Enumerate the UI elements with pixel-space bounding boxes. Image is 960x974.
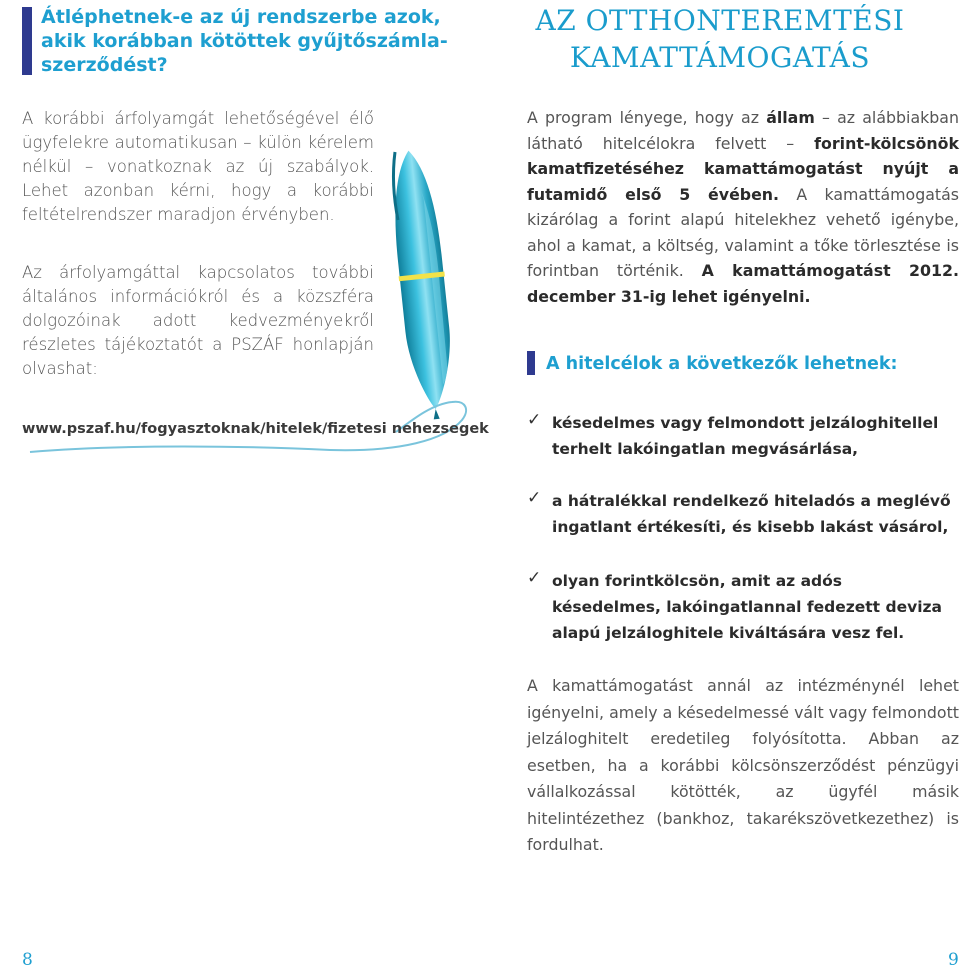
intro-text-3: A kamattámogatás kizárólag a forint alapú hitelekhez vehető igénybe, ahol a kamat, a költség, valamint a tőke törlesztése is forintban történik.	[527, 184, 960, 280]
page-number-left: 8	[22, 950, 33, 970]
intro-paragraph	[527, 105, 959, 309]
checkmark-icon: ✓	[527, 410, 542, 430]
right-page	[480, 0, 960, 974]
pen-illustration	[0, 0, 480, 480]
right-title-line-1: AZ OTTHONTEREMTÉSI	[535, 4, 905, 37]
checklist-text: a hátralékkal rendelkező hiteladós a meglévő ingatlant értékesíti, és kisebb lakást vásárol,	[552, 492, 951, 536]
right-title-line-2: KAMATTÁMOGATÁS	[569, 41, 871, 74]
intro-bold-3: A kamattámogatást 2012. december 31-ig lehet igényelni.	[527, 261, 959, 306]
closing-paragraph: A kamattámogatást annál az intézménynél lehet igényelni, amely a késedelmessé vált vagy felmondott jelzáloghitelt eredetileg folyósította. Abban az esetben, ha a korábbi kölcsönszerződést pénzügyi vállalkozással kötötték, az ügyfél másik hitelintézethez (bankhoz, takarékszövetkezethez) is fordulhat.	[527, 676, 959, 854]
intro-text-2: – az alábbiakban látható hitelcélokra felvett –	[527, 108, 959, 153]
subheading: A hitelcélok a következők lehetnek:	[546, 354, 898, 374]
checkmark-icon: ✓	[527, 568, 542, 588]
intro-bold-1: állam	[766, 108, 815, 127]
intro-text-1: A program lényege, hogy az	[527, 108, 767, 127]
left-heading: Átléphetnek-e az új rendszerbe azok, akik korábban kötöttek gyűjtőszámla-szerződést?	[41, 6, 448, 76]
intro-bold-2: forint-kölcsönök kamatfizetéséhez kamattámogatást nyújt a futamidő első 5 évében.	[527, 133, 959, 204]
left-paragraph-1: A korábbi árfolyamgát lehetőségével élő ügyfelekre automatikusan – külön kérelem nélkül – vonatkoznak az új szabályok. Lehet azonban kérni, hogy a korábbi feltételrendszer maradjon érvényben.	[22, 109, 374, 224]
right-title	[480, 2, 960, 76]
subheading-accent-bar	[527, 351, 535, 375]
checklist-text: olyan forintkölcsön, amit az adós késedelmes, lakóingatlannal fedezett deviza alapú jelzáloghitele kiváltására vesz fel.	[552, 572, 942, 642]
page-number-right: 9	[948, 950, 959, 970]
checkmark-icon: ✓	[527, 488, 542, 508]
left-paragraph-2: Az árfolyamgáttal kapcsolatos további általános információkról és a közszféra dolgozóinak adott kedvezményekről részletes tájékoztatót a PSZÁF honlapján olvashat:	[22, 263, 374, 378]
pszaf-link[interactable]: www.pszaf.hu/fogyasztoknak/hitelek/fizetesi nehezsegek	[22, 421, 489, 437]
checklist-text: késedelmes vagy felmondott jelzáloghitellel terhelt lakóingatlan megvásárlása,	[552, 414, 939, 458]
